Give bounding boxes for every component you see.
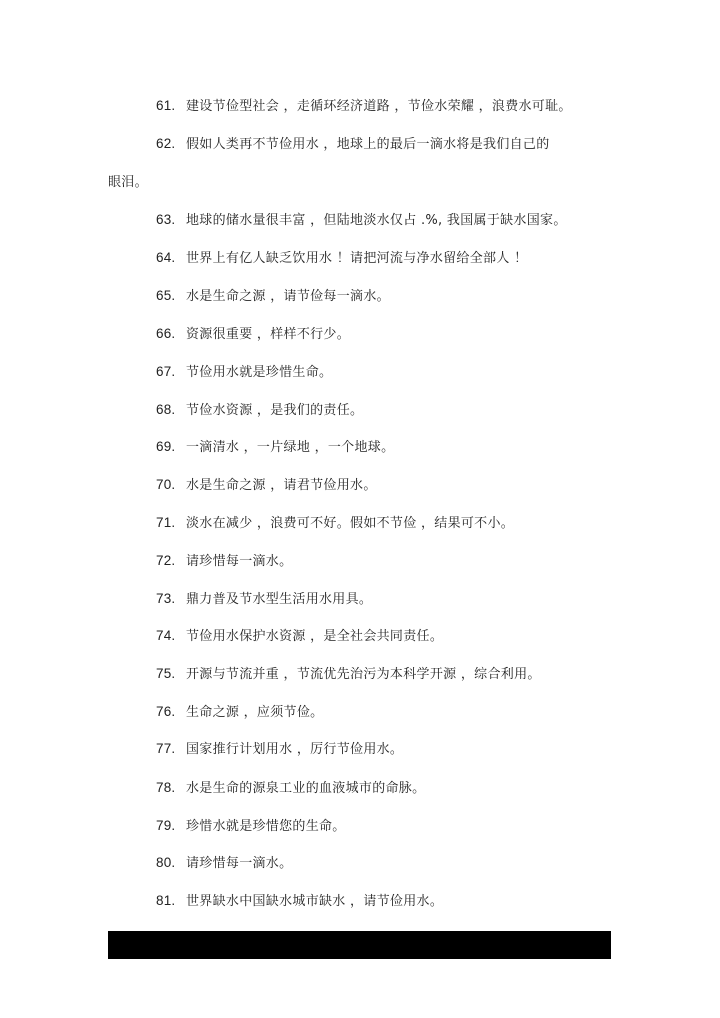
item-number: 66.: [156, 326, 176, 341]
item-number: 76.: [156, 704, 176, 719]
item-number: 68.: [156, 402, 176, 417]
item-text: 建设节俭型社会 ，走循环经济道路 ，节俭水荣耀 ，浪费水可耻。: [186, 99, 572, 114]
item-text: 淡水在减少 ，浪费可不好。假如不节俭 ，结果可不小。: [186, 516, 515, 531]
item-text: 假如人类再不节俭用水 ，地球上的最后一滴水将是我们自己的: [186, 137, 550, 152]
item-number: 74.: [156, 628, 176, 643]
item-number: 63.: [156, 212, 176, 227]
item-text: 世界缺水中国缺水城市缺水 ，请节俭用水。: [186, 894, 444, 909]
item-number: 81.: [156, 893, 176, 908]
item-text: 国家推行计划用水 ，厉行节俭用水。: [186, 742, 404, 757]
item-number: 62.: [156, 136, 176, 151]
list-item: [156, 362, 332, 382]
item-text: 请珍惜每一滴水。: [186, 856, 293, 871]
list-item: [156, 551, 292, 571]
item-number: 67.: [156, 364, 176, 379]
item-text: 资源很重要 ，样样不行少。: [186, 327, 351, 342]
list-item: [156, 437, 394, 457]
item-number: 71.: [156, 515, 176, 530]
item-number: 77.: [156, 741, 176, 756]
item-number: 65.: [156, 288, 176, 303]
list-item: [156, 778, 425, 798]
item-text: 地球的储水量很丰富 ，但陆地淡水仅占 .%, 我国属于缺水国家。: [186, 213, 567, 228]
item-text: 水是生命的源泉工业的血液城市的命脉。: [186, 781, 426, 796]
list-item: [156, 626, 443, 646]
item-text: 请珍惜每一滴水。: [186, 554, 293, 569]
item-text: 水是生命之源 ，请节俭每一滴水。: [186, 289, 390, 304]
item-text: 水是生命之源 ，请君节俭用水。: [186, 478, 377, 493]
list-item: [156, 739, 403, 759]
item-text: 一滴清水 ，一片绿地 ，一个地球。: [186, 440, 395, 455]
list-item: [156, 664, 541, 684]
item-text: 世界上有亿人缺乏饮用水 ！请把河流与净水留给全部人 ！: [186, 251, 528, 266]
item-number: 73.: [156, 591, 176, 606]
item-number: 80.: [156, 855, 176, 870]
list-item: [156, 286, 390, 306]
list-item: [156, 853, 292, 873]
list-item: [156, 891, 443, 911]
redaction-bar: [108, 931, 611, 959]
item-number: 72.: [156, 553, 176, 568]
item-text: 节俭用水保护水资源 ，是全社会共同责任。: [186, 629, 444, 644]
list-item: [156, 134, 550, 154]
list-item: [156, 400, 363, 420]
item-number: 69.: [156, 439, 176, 454]
item-text: 眼泪。: [108, 175, 148, 190]
list-item: [156, 589, 372, 609]
list-item: [156, 210, 567, 230]
list-item: [156, 475, 377, 495]
item-number: 78.: [156, 780, 176, 795]
item-number: 79.: [156, 818, 176, 833]
item-number: 64.: [156, 250, 176, 265]
list-item: [156, 513, 514, 533]
list-item: [156, 816, 346, 836]
item-text: 开源与节流并重 ，节流优先治污为本科学开源 ，综合利用。: [186, 667, 541, 682]
item-number: 75.: [156, 666, 176, 681]
list-item-continuation: [108, 173, 148, 193]
list-item: [156, 96, 572, 116]
item-text: 节俭水资源 ，是我们的责任。: [186, 403, 364, 418]
item-text: 鼎力普及节水型生活用水用具。: [186, 592, 373, 607]
item-text: 珍惜水就是珍惜您的生命。: [186, 819, 346, 834]
list-item: [156, 702, 323, 722]
list-item: [156, 248, 527, 268]
item-text: 生命之源 ，应须节俭。: [186, 705, 324, 720]
item-text: 节俭用水就是珍惜生命。: [186, 365, 333, 380]
list-item: [156, 324, 350, 344]
item-number: 70.: [156, 477, 176, 492]
item-number: 61.: [156, 98, 176, 113]
